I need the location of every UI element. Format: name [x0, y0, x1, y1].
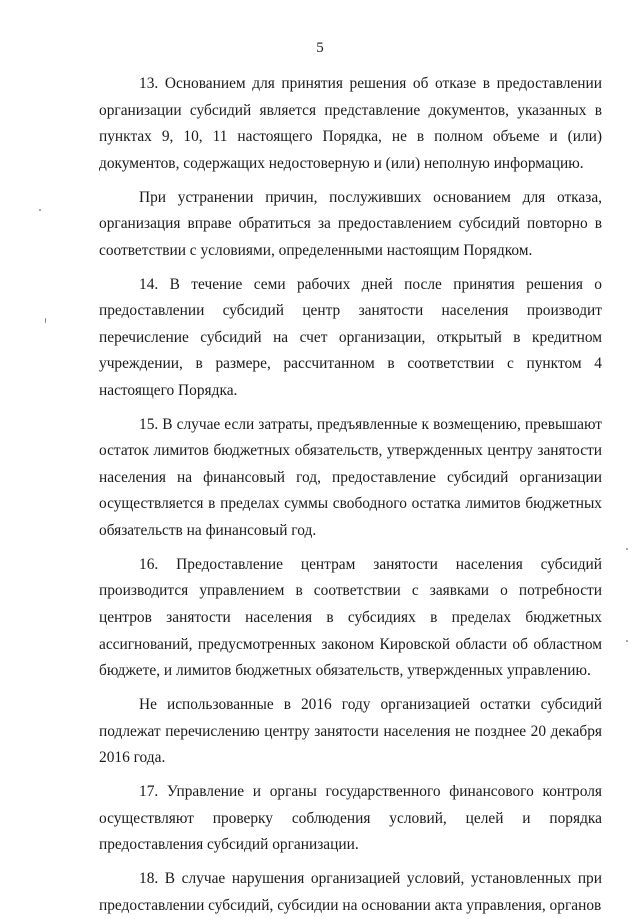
page-number: 5: [316, 40, 324, 56]
paragraph-17: 17. Управление и органы государственного финансового контроля осуществляют проверку соблюдения условий, целей и порядка предоставления субсидий организации.: [99, 782, 602, 854]
paragraph-15: 15. В случае если затраты, предъявленные к возмещению, превышают остаток лимитов бюджетных обязательств, утвержденных центру занятости населения на финансовый год, предоставление субсидий организации осуществляется в пределах суммы свободного остатка лимитов бюджетных обязательств на финансовый год.: [99, 415, 602, 540]
scan-mark: [45, 318, 46, 323]
scan-mark: [626, 640, 628, 642]
scan-mark: [626, 548, 628, 550]
paragraph-18: 18. В случае нарушения организацией условий, установленных при предоставлении субсидий, субсидии на основании акта управления, органов: [99, 869, 602, 914]
document-body: [99, 71, 602, 919]
paragraph-16-continuation: Не использованные в 2016 году организацией остатки субсидий подлежат перечислению центру занятости населения не позднее 20 декабря 2016 года.: [99, 696, 602, 767]
paragraph-16: 16. Предоставление центрам занятости населения субсидий производится управлением в соответствии с заявками о потребности центров занятости населения в субсидиях в пределах бюджетных ассигнований, предусмотренных законом Кировской области об областном бюджете, и лимитов бюджетных обязательств, утвержденных управлению.: [99, 555, 602, 680]
paragraph-13: 13. Основанием для принятия решения об отказе в предоставлении организации субсидий является представление документов, указанных в пунктах 9, 10, 11 настоящего Порядка, не в полном объеме и (или) документов, содержащих недостоверную и (или) неполную информацию.: [99, 75, 602, 172]
scan-mark: [39, 209, 41, 211]
paragraph-13-continuation: При устранении причин, послуживших основанием для отказа, организация вправе обратиться за предоставлением субсидий повторно в соответствии с условиями, определенными настоящим Порядком.: [99, 188, 602, 259]
paragraph-14: 14. В течение семи рабочих дней после принятия решения о предоставлении субсидий центр занятости населения производит перечисление субсидий на счет организации, открытый в кредитном учреждении, в размере, рассчитанном в соответствии с пунктом 4 настоящего Порядка.: [99, 275, 602, 399]
